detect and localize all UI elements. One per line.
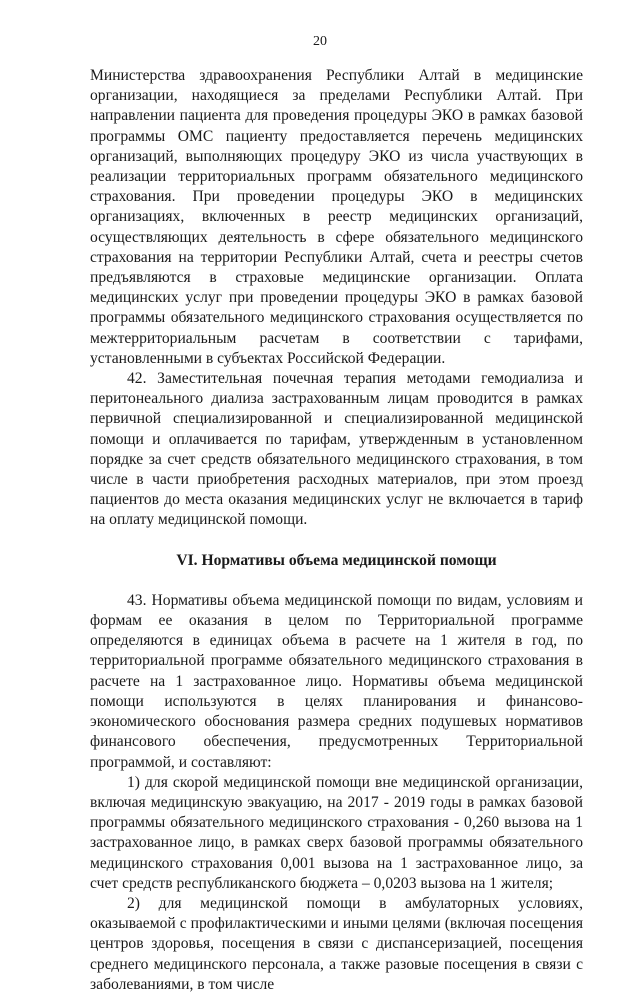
document-body — [90, 66, 583, 995]
page-number: 20 — [313, 34, 327, 49]
list-item-2: 2) для медицинской помощи в амбулаторных условиях, оказываемой с профилактическими и иными целями (включая посещения центров здоровья, посещения в связи с диспансеризацией, посещения среднего медицинского персонала, а также разовые посещения в связи с заболеваниями, в том числе — [90, 894, 583, 993]
paragraph-43: 43. Нормативы объема медицинской помощи по видам, условиям и формам ее оказания в целом по Территориальной программе определяются в единицах объема в расчете на 1 жителя в год, по территориальной программе обязательного медицинского страхования в расчете на 1 застрахованное лицо. Нормативы объема медицинской помощи используются в целях планирования и финансово-экономического обоснования размера средних подушевых нормативов финансового обеспечения, предусмотренных Территориальной программой, и составляют: — [90, 591, 583, 771]
paragraph-42: 42. Заместительная почечная терапия методами гемодиализа и перитонеального диализа застрахованным лицам проводится в рамках первичной специализированной и специализированной медицинской помощи и оплачивается по тарифам, утвержденным в установленном порядке за счет средств обязательного медицинского страхования, в том числе в части приобретения расходных материалов, при этом проезд пациентов до места оказания медицинских услуг не включается в тариф на оплату медицинской помощи. — [90, 370, 583, 529]
list-item-1: 1) для скорой медицинской помощи вне медицинской организации, включая медицинскую эвакуацию, на 2017 - 2019 годы в рамках базовой программы обязательного медицинского страхования - 0,260 вызова на 1 застрахованное лицо, в рамках сверх базовой программы обязательного медицинского страхования 0,001 вызова на 1 застрахованное лицо, за счет средств республиканского бюджета – 0,0203 вызова на 1 жителя; — [90, 773, 583, 892]
paragraph-continuation: Министерства здравоохранения Республики Алтай в медицинские организации, находящиеся за пределами Республики Алтай. При направлении пациента для проведения процедуры ЭКО в рамках базовой программы ОМС пациенту предоставляется перечень медицинских организаций, выполняющих процедуру ЭКО из числа участвующих в реализации территориальных программ обязательного медицинского страхования. При проведении процедуры ЭКО в медицинских организациях, включенных в реестр медицинских организаций, осуществляющих деятельность в сфере обязательного медицинского страхования на территории Республики Алтай, счета и реестры счетов предъявляются в страховые медицинские организации. Оплата медицинских услуг при проведении процедуры ЭКО в рамках базовой программы обязательного медицинского страхования осуществляется по межтерриториальным расчетам в соответствии с тарифами, установленными в субъектах Российской Федерации. — [90, 67, 583, 367]
section-heading: VI. Нормативы объема медицинской помощи — [176, 551, 497, 569]
